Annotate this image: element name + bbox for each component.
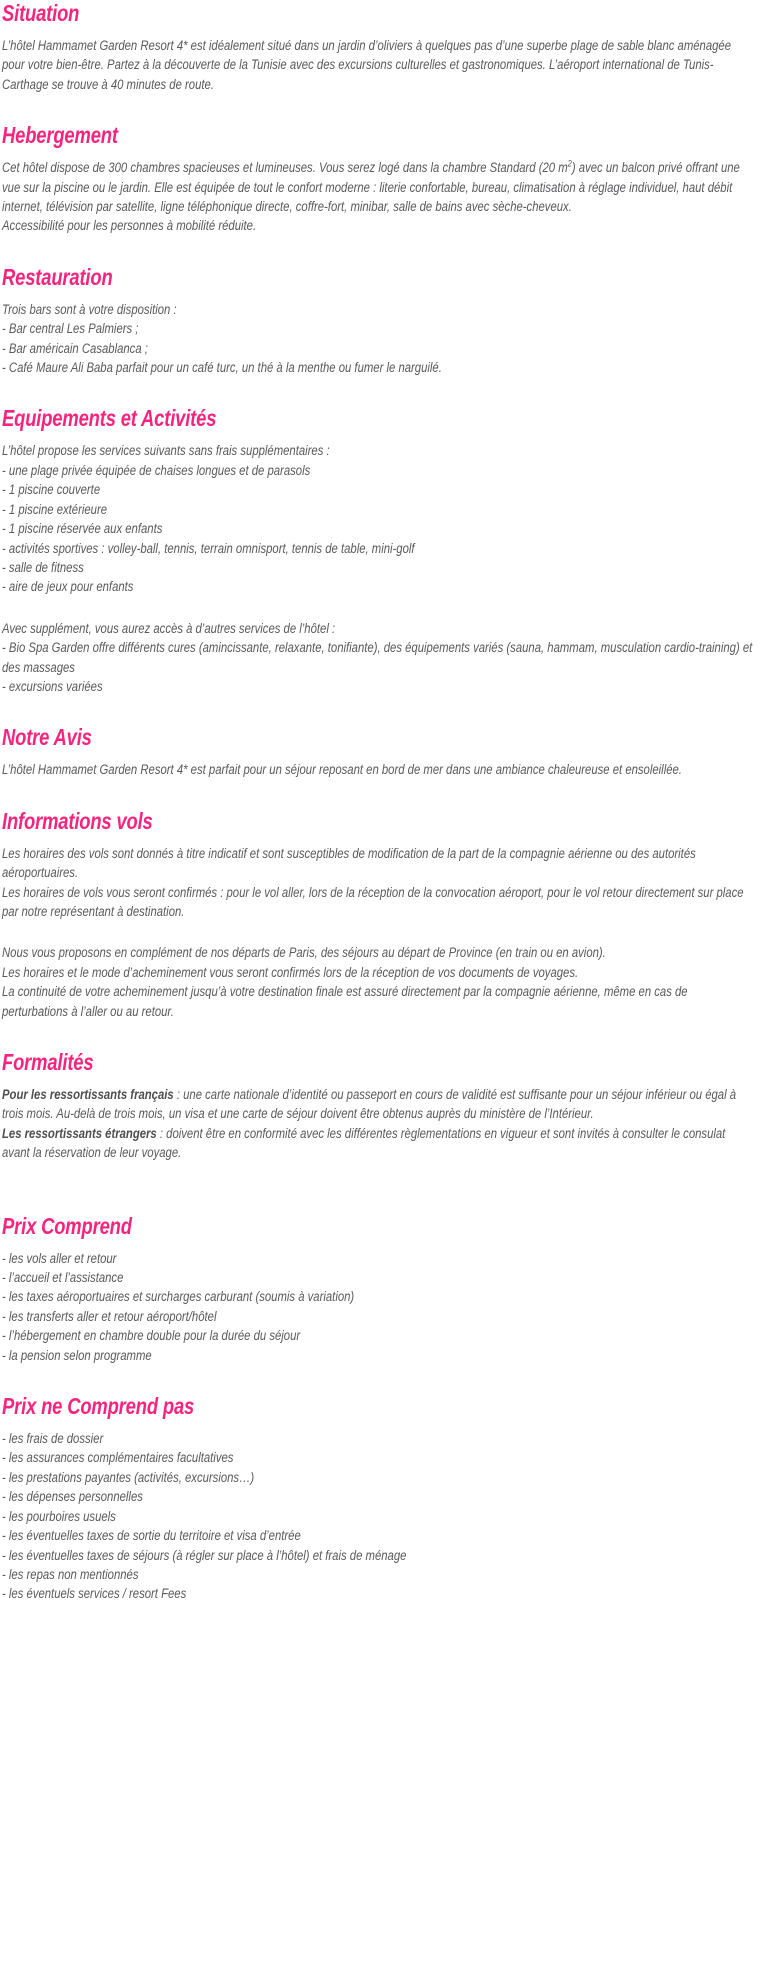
list-item: - aire de jeux pour enfants [2,579,134,595]
list-item: - les frais de dossier [2,1431,104,1447]
equipements-intro: L’hôtel propose les services suivants sans frais supplémentaires : [2,443,330,459]
section-title-informations-vols: Informations vols [2,807,153,834]
prix-comprend-list [2,1249,756,1365]
section-title-restauration: Restauration [2,263,113,290]
list-item: - les dépenses personnelles [2,1489,143,1505]
section-title-hebergement: Hebergement [2,122,118,149]
list-item: - les prestations payantes (activités, excursions…) [2,1469,255,1485]
list-item: - 1 piscine couverte [2,482,101,498]
spacer [2,1163,756,1191]
list-item: - les éventuelles taxes de sortie du territoire et visa d’entrée [2,1528,301,1544]
section-title-notre-avis: Notre Avis [2,724,92,751]
section-situation [2,0,756,94]
section-title-wrap [2,724,756,750]
notre-avis-paragraph: L’hôtel Hammamet Garden Resort 4* est parfait pour un séjour reposant en bord de mer dans une ambiance chaleureuse et ensoleillée. [2,762,682,778]
section-title-wrap [2,1393,756,1419]
formalites-label-francais: Pour les ressortissants français [2,1087,174,1102]
section-title-wrap [2,0,756,26]
section-formalites [2,1049,756,1163]
spacer [2,26,756,36]
section-title-formalites: Formalités [2,1049,94,1075]
list-item: - salle de fitness [2,559,84,575]
list-item: - activités sportives : volley-ball, tennis, terrain omnisport, tennis de table, mini-golf [2,540,415,556]
section-title-situation: Situation [2,0,80,26]
spacer [2,1021,756,1049]
spacer [2,290,756,300]
list-item: - l’hébergement en chambre double pour la durée du séjour [2,1328,301,1344]
section-title-wrap [2,1213,756,1239]
spacer [2,236,756,264]
section-title-wrap [2,1049,756,1075]
section-prix-comprend [2,1213,756,1365]
section-equipements [2,405,756,696]
formalites-paragraph-francais [2,1085,756,1124]
list-item: - les éventuelles taxes de séjours (à régler sur place à l’hôtel) et frais de ménage [2,1547,407,1563]
section-notre-avis [2,724,756,779]
section-title-wrap [2,264,756,290]
formalites-text-etrangers: : doivent être en conformité avec les différentes règlementations en vigueur et sont invités à consulter le consulat avant la réservation de leur voyage. [2,1125,726,1161]
list-item: - les taxes aéroportuaires et surcharges carburant (soumis à variation) [2,1289,355,1305]
hebergement-paragraph-1: Cet hôtel dispose de 300 chambres spacieuses et lumineuses. Vous serez logé dans la chambre Standard (20 $m^2$) avec un balcon privé offrant une vue sur la piscine ou le jardin. Elle est équipée de tout le confort moderne : literie confortable, bureau, climatisation à réglage individuel, haut débit internet, télévision par satellite, ligne téléphonique directe, coffre-fort, minibar, salle de bains avec sèche-cheveux. [2,158,740,215]
situation-paragraph: L’hôtel Hammamet Garden Resort 4* est idéalement situé dans un jardin d’oliviers à quelques pas d’une superbe plage de sable blanc aménagée pour votre bien-être. Partez à la découverte de la Tunisie avec des excursions culturelles et gastronomiques. L’aéroport international de Tunis-Carthage se trouve à 40 minutes de route. [2,38,732,92]
list-item: - Bar central Les Palmiers ; [2,321,139,337]
formalites-paragraph-etrangers [2,1124,756,1163]
spacer [2,750,756,760]
list-item: - la pension selon programme [2,1347,152,1363]
spacer [2,921,756,943]
section-hebergement [2,122,756,236]
spacer [2,1075,756,1085]
spacer [2,834,756,844]
spacer [2,148,756,158]
section-title-equipements: Equipements et Activités [2,405,217,432]
vols-paragraph-3: Nous vous proposons en complément de nos départs de Paris, des séjours au départ de Province (en train ou en avion). [2,945,606,961]
spacer [2,1419,756,1429]
list-item: - les éventuels services / resort Fees [2,1586,187,1602]
list-item: - 1 piscine extérieure [2,501,108,517]
section-title-wrap [2,405,756,431]
spacer [2,1191,756,1213]
vols-paragraph-4: Les horaires et le mode d’acheminement vous seront confirmés lors de la réception de vos documents de voyages. [2,964,579,980]
list-item: - excursions variées [2,678,103,694]
formalites-label-etrangers: Les ressortissants étrangers [2,1125,157,1141]
equipements-intro-supplement: Avec supplément, vous aurez accès à d’autres services de l’hôtel : [2,620,336,636]
spacer [2,1239,756,1249]
spacer [2,1365,756,1393]
restauration-list [2,319,756,377]
spacer [2,696,756,724]
hebergement-paragraph-2: Accessibilité pour les personnes à mobilité réduite. [2,218,257,234]
section-title-prix-ne-comprend-pas: Prix ne Comprend pas [2,1393,195,1420]
section-restauration [2,264,756,378]
prix-ne-comprend-pas-list [2,1429,756,1604]
section-title-wrap [2,808,756,834]
formalites-text-francais: : une carte nationale d’identité ou passeport en cours de validité est suffisante pour un séjour inférieur ou égal à trois mois. Au-delà de trois mois, un visa et une carte de séjour doivent être obtenus auprès du ministère de l’Intérieur. [2,1087,737,1122]
section-title-wrap [2,122,756,148]
spacer [2,94,756,122]
list-item: - Bar américain Casablanca ; [2,340,148,356]
list-item: - les vols aller et retour [2,1250,117,1266]
vols-paragraph-2: Les horaires de vols vous seront confirmés : pour le vol aller, lors de la réception de la convocation aéroport, pour le vol retour directement sur place par notre représentant à destination. [2,884,744,919]
spacer [2,431,756,441]
list-item: - les transferts aller et retour aéroport/hôtel [2,1308,217,1324]
list-item: - une plage privée équipée de chaises longues et de parasols [2,462,311,478]
section-title-prix-comprend: Prix Comprend [2,1212,132,1239]
list-item: - Bio Spa Garden offre différents cures (amincissante, relaxante, tonifiante), des équipements variés (sauna, hammam, musculation cardio-training) et des massages [2,640,753,675]
equipements-supplement-list [2,638,756,696]
section-prix-ne-comprend-pas [2,1393,756,1604]
vols-paragraph-5: La continuité de votre acheminement jusqu’à votre destination finale est assuré directement par la compagnie aérienne, même en cas de perturbations à l’aller ou au retour. [2,984,688,1019]
equipements-list [2,461,756,597]
list-item: - l’accueil et l’assistance [2,1270,124,1286]
section-informations-vols [2,808,756,1021]
list-item: - les assurances complémentaires facultatives [2,1450,234,1466]
spacer [2,780,756,808]
spacer [2,377,756,405]
list-item: - 1 piscine réservée aux enfants [2,521,163,537]
list-item: - les pourboires usuels [2,1508,116,1524]
list-item: - Café Maure Ali Baba parfait pour un café turc, un thé à la menthe ou fumer le narguilé. [2,360,442,376]
spacer [2,597,756,619]
vols-paragraph-1: Les horaires des vols sont donnés à titre indicatif et sont susceptibles de modification de la part de la compagnie aérienne ou des autorités aéroportuaires. [2,845,696,881]
restauration-intro: Trois bars sont à votre disposition : [2,301,177,317]
list-item: - les repas non mentionnés [2,1566,139,1582]
